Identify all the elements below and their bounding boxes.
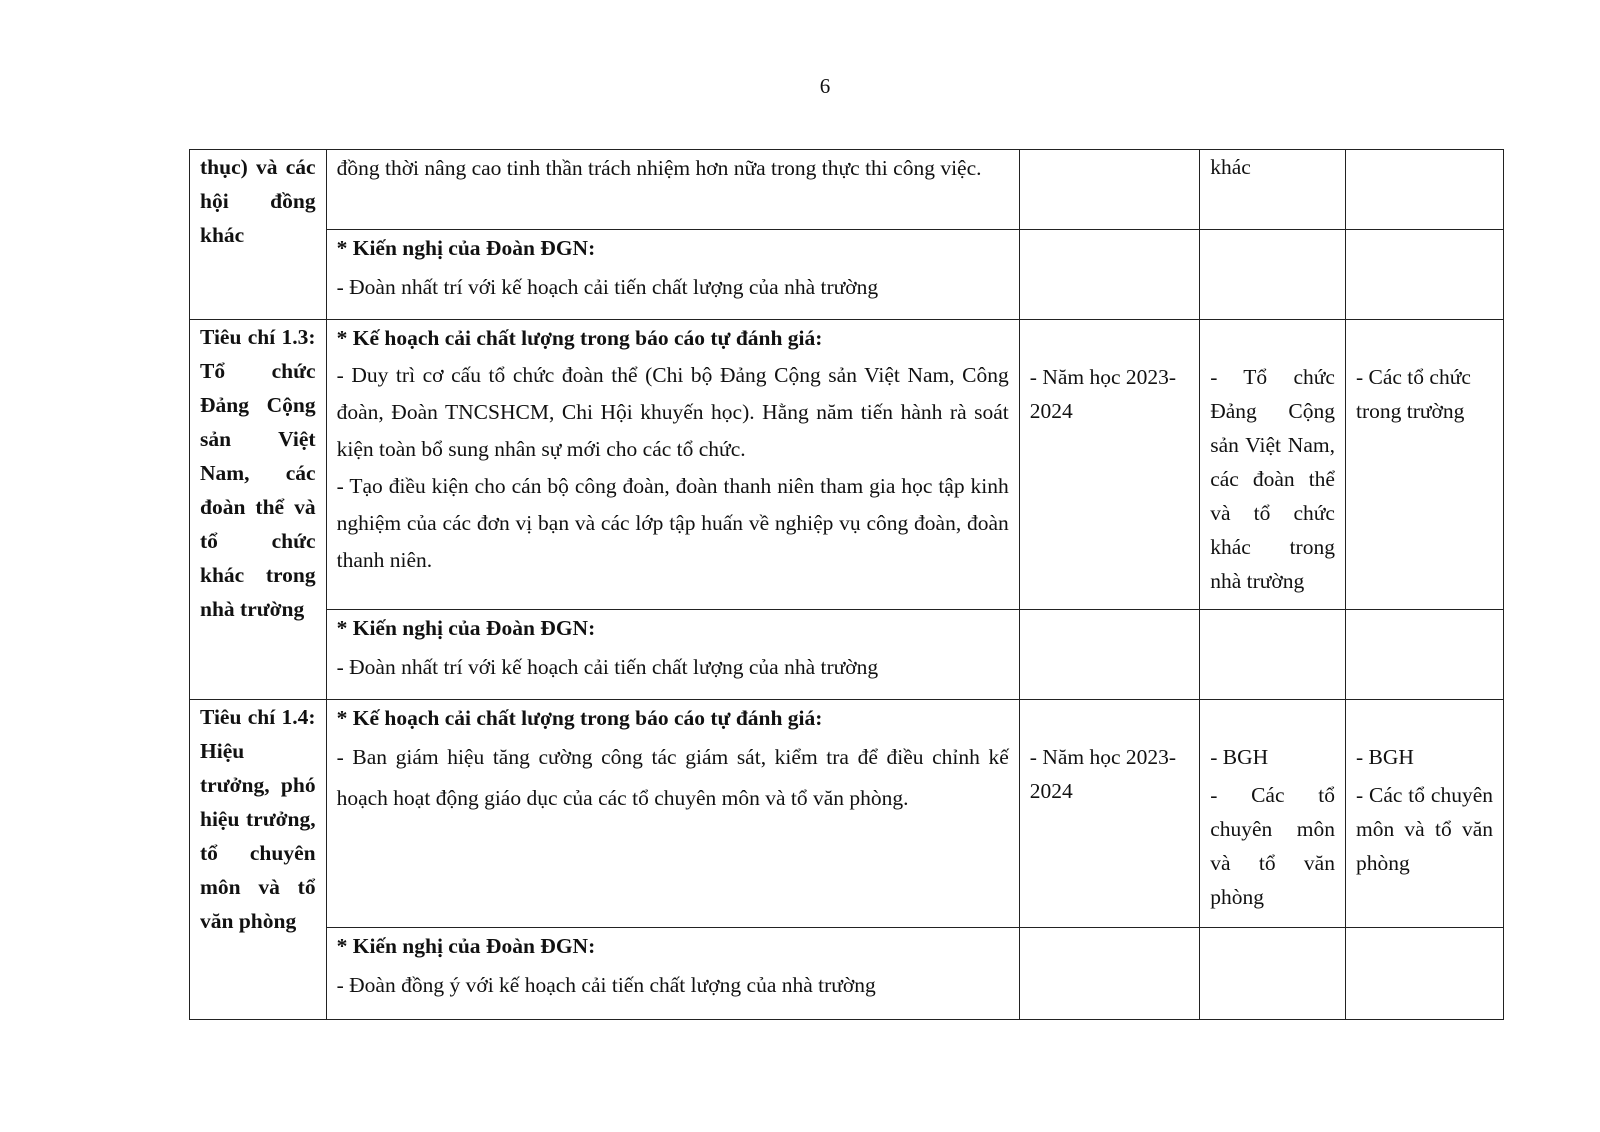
coordinator-cell xyxy=(1345,150,1503,230)
recommendation-heading: * Kiến nghị của Đoàn ĐGN: xyxy=(336,934,596,958)
implementer-cell: khác xyxy=(1200,150,1346,230)
plan-line: - Tạo điều kiện cho cán bộ công đoàn, đoàn thanh niên tham gia học tập kinh nghiệm của các đơn vị bạn và các lớp tập huấn về nghiệp vụ công đoàn, đoàn thanh niên. xyxy=(336,474,1009,572)
recommendation-cell xyxy=(326,230,1019,320)
recommendation-text: - Đoàn nhất trí với kế hoạch cải tiến chất lượng của nhà trường xyxy=(336,655,879,679)
table-row xyxy=(190,700,1504,928)
page-number: 6 xyxy=(819,74,831,98)
plan-line: - Duy trì cơ cấu tổ chức đoàn thể (Chi bộ Đảng Cộng sản Việt Nam, Công đoàn, Đoàn TNCSHCM, Chi Hội khuyến học). Hằng năm tiến hành rà soát kiện toàn bổ sung nhân sự mới cho các tổ chức. xyxy=(336,363,1009,461)
criterion-cell: Tiêu chí 1.4: Hiệu trưởng, phó hiệu trưởng, tổ chuyên môn và tổ văn phòng xyxy=(190,700,327,1020)
plan-cell xyxy=(326,320,1019,610)
table-row xyxy=(190,230,1504,320)
implementer-cell xyxy=(1200,230,1346,320)
plan-heading: * Kế hoạch cải chất lượng trong báo cáo tự đánh giá: xyxy=(336,706,823,730)
time-cell xyxy=(1019,230,1199,320)
coordinator-line: - Các tổ chuyên môn và tổ văn phòng xyxy=(1355,783,1493,875)
coordinator-cell xyxy=(1345,230,1503,320)
coordinator-cell xyxy=(1345,610,1503,700)
table-row xyxy=(190,320,1504,610)
coordinator-line: - BGH xyxy=(1355,745,1414,769)
time-cell: - Năm học 2023-2024 xyxy=(1019,700,1199,928)
time-cell xyxy=(1019,610,1199,700)
recommendation-text: - Đoàn nhất trí với kế hoạch cải tiến chất lượng của nhà trường xyxy=(336,275,879,299)
implementer-cell xyxy=(1200,700,1346,928)
time-cell xyxy=(1019,928,1199,1020)
coordinator-cell xyxy=(1345,700,1503,928)
table-row xyxy=(190,150,1504,230)
recommendation-text: - Đoàn đồng ý với kế hoạch cải tiến chất lượng của nhà trường xyxy=(336,973,876,997)
recommendation-heading: * Kiến nghị của Đoàn ĐGN: xyxy=(336,616,596,640)
plan-cell xyxy=(326,150,1019,230)
improvement-plan-table xyxy=(189,149,1504,1020)
implementer-line: - BGH xyxy=(1210,745,1269,769)
criterion-cell: thục) và các hội đồng khác xyxy=(190,150,327,320)
table-row xyxy=(190,928,1504,1020)
table-row xyxy=(190,610,1504,700)
recommendation-cell xyxy=(326,928,1019,1020)
plan-line: - Ban giám hiệu tăng cường công tác giám sát, kiểm tra để điều chỉnh kế hoạch hoạt động giáo dục của các tổ chuyên môn và tổ văn phòng. xyxy=(336,745,1009,810)
implementer-cell: - Tổ chức Đảng Cộng sản Việt Nam, các đoàn thể và tổ chức khác trong nhà trường xyxy=(1200,320,1346,610)
recommendation-cell xyxy=(326,610,1019,700)
plan-line: đồng thời nâng cao tinh thần trách nhiệm hơn nữa trong thực thi công việc. xyxy=(336,156,982,180)
implementer-line: - Các tổ chuyên môn và tổ văn phòng xyxy=(1210,783,1335,909)
time-cell xyxy=(1019,150,1199,230)
criterion-cell: Tiêu chí 1.3: Tổ chức Đảng Cộng sản Việt Nam, các đoàn thể và tổ chức khác trong nhà trường xyxy=(190,320,327,700)
implementer-cell xyxy=(1200,928,1346,1020)
plan-heading: * Kế hoạch cải chất lượng trong báo cáo tự đánh giá: xyxy=(336,326,823,350)
coordinator-cell: - Các tổ chức trong trường xyxy=(1345,320,1503,610)
recommendation-heading: * Kiến nghị của Đoàn ĐGN: xyxy=(336,236,596,260)
coordinator-cell xyxy=(1345,928,1503,1020)
time-cell: - Năm học 2023-2024 xyxy=(1019,320,1199,610)
plan-cell xyxy=(326,700,1019,928)
implementer-cell xyxy=(1200,610,1346,700)
